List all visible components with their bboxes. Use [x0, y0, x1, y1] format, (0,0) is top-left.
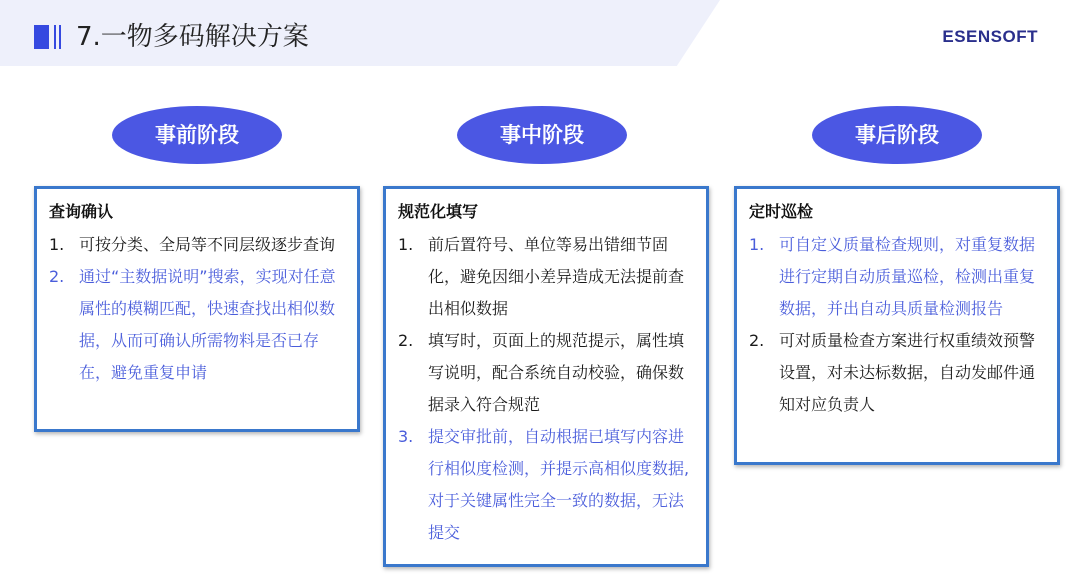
item-number: 2. — [749, 331, 765, 350]
card-title: 定时巡检 — [749, 202, 814, 221]
brand-logo-text: ESENSOFT — [942, 27, 1038, 46]
stage-oval-during: 事中阶段 — [457, 106, 627, 164]
item-number: 1. — [49, 235, 65, 254]
item-text: 可对质量检查方案进行权重绩效预警设置，对未达标数据，自动发邮件通知对应负责人 — [779, 331, 1036, 414]
list-item — [49, 261, 347, 389]
list-item — [398, 421, 696, 549]
item-text: 通过“主数据说明”搜索，实现对任意属性的模糊匹配，快速查找出相似数据，从而可确认所需物料是否已存在，避免重复申请 — [79, 267, 336, 382]
list-item — [398, 325, 696, 421]
card-title: 查询确认 — [49, 202, 114, 221]
card-item-list — [398, 229, 696, 549]
item-number: 1. — [749, 235, 765, 254]
list-item — [49, 229, 347, 261]
stage-card-during — [383, 186, 709, 567]
page-title: 7.一物多码解决方案 — [76, 22, 309, 52]
item-text: 可按分类、全局等不同层级逐步查询 — [79, 235, 336, 254]
list-item — [749, 229, 1047, 325]
item-text: 前后置符号、单位等易出错细节固化，避免因细小差异造成无法提前查出相似数据 — [428, 235, 685, 318]
item-text: 填写时，页面上的规范提示，属性填写说明，配合系统自动校验，确保数据录入符合规范 — [428, 331, 685, 414]
list-item — [749, 325, 1047, 421]
stage-card-before — [34, 186, 360, 432]
card-item-list — [49, 229, 347, 389]
item-number: 2. — [398, 331, 414, 350]
item-text: 可自定义质量检查规则，对重复数据进行定期自动质量巡检，检测出重复数据，并出自动具质量检测报告 — [779, 235, 1036, 318]
item-number: 1. — [398, 235, 414, 254]
item-number: 3. — [398, 427, 414, 446]
stage-oval-before: 事前阶段 — [112, 106, 282, 164]
stage-card-after — [734, 186, 1060, 465]
list-item — [398, 229, 696, 325]
card-title: 规范化填写 — [398, 202, 479, 221]
item-number: 2. — [49, 267, 65, 286]
stage-oval-after: 事后阶段 — [812, 106, 982, 164]
item-text: 提交审批前，自动根据已填写内容进行相似度检测，并提示高相似度数据,对于关键属性完全一致的数据，无法提交 — [428, 427, 690, 542]
card-item-list — [749, 229, 1047, 421]
